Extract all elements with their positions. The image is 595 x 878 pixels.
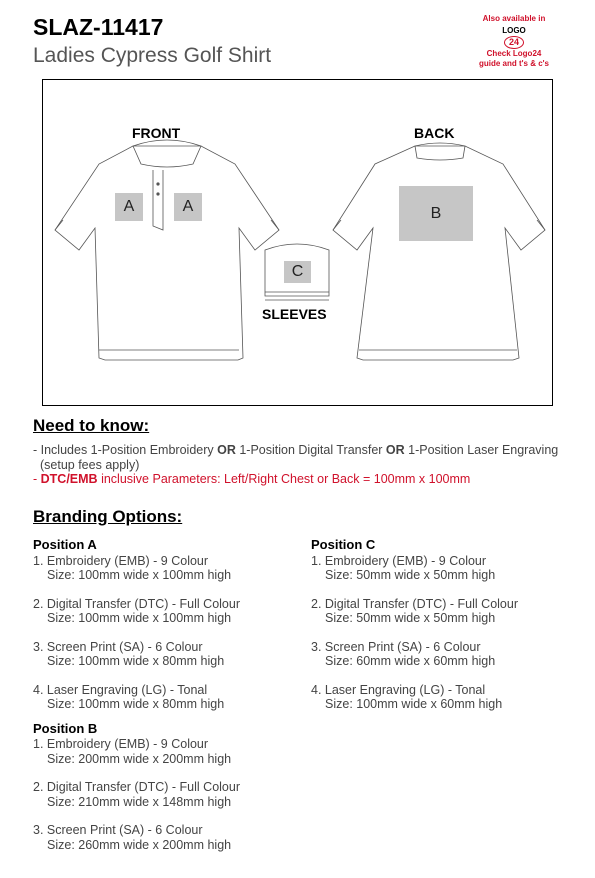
option-name: 3. Screen Print (SA) - 6 Colour (33, 639, 203, 654)
front-label: FRONT (132, 125, 181, 141)
option-size: Size: 100mm wide x 80mm high (47, 697, 225, 711)
need-to-know-setup-fees: (setup fees apply) (40, 458, 140, 472)
front-shirt-collar (133, 140, 201, 167)
position-a-option (33, 683, 240, 712)
product-name: Ladies Cypress Golf Shirt (33, 44, 272, 67)
option-name: 2. Digital Transfer (DTC) - Full Colour (33, 780, 240, 794)
option-size: Size: 50mm wide x 50mm high (325, 568, 496, 582)
logo24-brand-num: 24 (504, 36, 524, 49)
position-c-column (311, 538, 518, 726)
option-size: Size: 50mm wide x 50mm high (325, 611, 496, 625)
position-c-option (311, 554, 518, 583)
logo24-line3: guide and t's & c's (478, 59, 550, 68)
logo24-brand-top: LOGO (502, 26, 526, 35)
back-shirt-body (333, 146, 545, 360)
position-a-right-marker: A (174, 193, 202, 221)
position-b-option (33, 737, 240, 766)
position-a-option (33, 597, 240, 626)
front-sleeve-cuffs (55, 220, 279, 230)
option-name: 1. Embroidery (EMB) - 9 Colour (33, 737, 209, 751)
note-text: - (33, 472, 41, 486)
position-a-left-marker: A (115, 193, 143, 221)
option-name: 1. Embroidery (EMB) - 9 Colour (311, 553, 487, 568)
product-code: SLAZ-11417 (33, 14, 164, 40)
option-size: Size: 100mm wide x 60mm high (325, 697, 503, 711)
back-shirt-collar (415, 143, 465, 160)
option-name: 1. Embroidery (EMB) - 9 Colour (33, 553, 209, 568)
option-size: Size: 60mm wide x 60mm high (325, 654, 496, 668)
logo24-line2: Check Logo24 (486, 49, 542, 58)
option-name: 2. Digital Transfer (DTC) - Full Colour (33, 596, 240, 611)
note-or: OR (217, 443, 236, 457)
front-button-1 (156, 182, 159, 185)
option-size: Size: 200mm wide x 200mm high (47, 751, 232, 766)
option-name: 3. Screen Print (SA) - 6 Colour (311, 639, 481, 654)
position-a-option (33, 554, 240, 583)
position-a-column (33, 538, 240, 866)
need-to-know-line2 (33, 472, 470, 487)
need-to-know-line1 (33, 443, 558, 458)
logo24-brand-mark (494, 26, 534, 48)
note-text: inclusive Parameters: Left/Right Chest or Back = 100mm x 100mm (97, 472, 471, 486)
front-shirt-placket (153, 170, 163, 230)
position-a-title: Position A (33, 537, 97, 552)
option-name: 4. Laser Engraving (LG) - Tonal (311, 682, 486, 697)
front-shirt-body (55, 146, 279, 360)
position-c-title: Position C (311, 537, 376, 552)
shirt-outline-drawing (43, 80, 552, 405)
position-b-option (33, 823, 240, 852)
position-c-option (311, 640, 518, 669)
position-c-option (311, 683, 518, 712)
option-size: Size: 100mm wide x 80mm high (47, 654, 225, 668)
position-c-marker: C (284, 261, 311, 283)
option-name: 2. Digital Transfer (DTC) - Full Colour (311, 596, 518, 611)
position-a-option (33, 640, 240, 669)
branding-options-heading: Branding Options: (33, 507, 183, 526)
option-size: Size: 210mm wide x 148mm high (47, 794, 232, 809)
option-size: Size: 100mm wide x 100mm high (47, 568, 232, 582)
option-size: Size: 100mm wide x 100mm high (47, 611, 232, 625)
option-name: 4. Laser Engraving (LG) - Tonal (33, 682, 208, 697)
position-b-option (33, 780, 240, 809)
note-text: 1-Position Digital Transfer (235, 443, 386, 457)
position-b-marker: B (399, 186, 473, 241)
note-bold: DTC/EMB (40, 472, 98, 486)
front-button-2 (156, 192, 159, 195)
back-label: BACK (414, 125, 455, 141)
note-text: 1-Position Laser Engraving (404, 443, 559, 457)
sleeves-label: SLEEVES (262, 306, 327, 322)
note-text: - Includes 1-Position Embroidery (33, 443, 218, 457)
logo24-line1: Also available in (482, 14, 546, 23)
logo24-notice (468, 14, 560, 69)
option-size: Size: 260mm wide x 200mm high (47, 837, 232, 852)
garment-diagram (42, 79, 553, 406)
note-or: OR (385, 443, 405, 457)
position-b-title: Position B (33, 720, 98, 736)
position-c-option (311, 597, 518, 626)
option-name: 3. Screen Print (SA) - 6 Colour (33, 823, 203, 837)
need-to-know-heading: Need to know: (33, 416, 150, 435)
